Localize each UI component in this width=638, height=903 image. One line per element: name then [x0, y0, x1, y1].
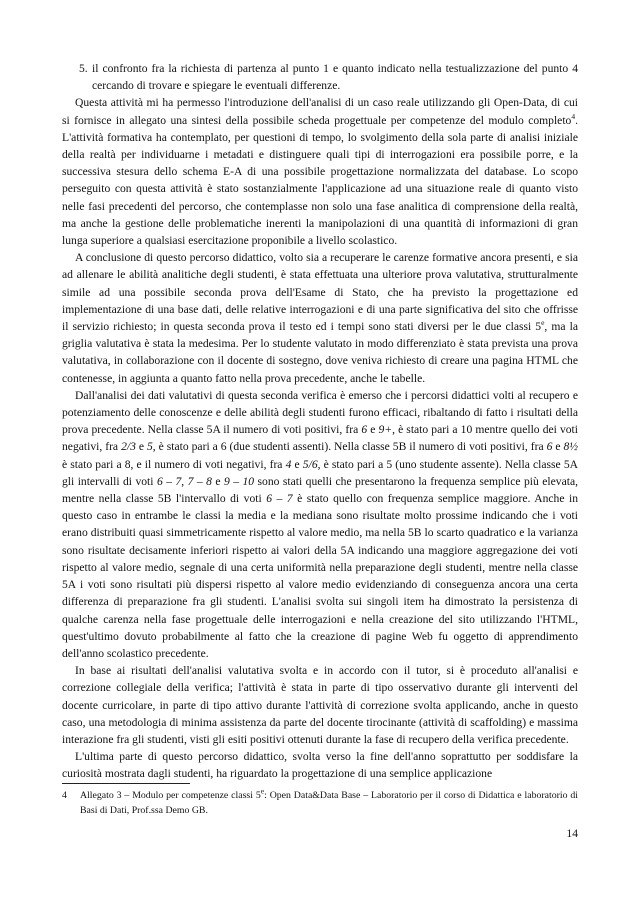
- paragraph-analysis: [62, 387, 578, 662]
- footnote-text: [62, 788, 578, 818]
- footnote-divider: [62, 783, 190, 784]
- list-item-number: 5.: [79, 62, 88, 75]
- footnote-reference: 4: [571, 111, 576, 121]
- grade-interval: 6 – 7: [156, 474, 182, 488]
- paragraph-text: e: [211, 474, 224, 488]
- paragraph-text: è stato quello con frequenza semplice maggiore. Anche in questo caso in entrambe le classi la media e la mediana sono risultate molto prossime indicando che i voti erano distribuiti quasi simmetricamente rispetto al valore medio, ma nella 5B lo scarto quadratico e la varianza sono risultate decisamente inferiori rispetto ai valori della 5A indicando una maggiore aggregazione dei voti rispetto al valore medio, segnale di una certa uniformità nella preparazione degli studenti, mentre nella classe 5A i voti sono risultati più dispersi rispetto al valore medio evidenziando di conseguenza ancora una certa differenza di preparazione fra gli studenti. L'analisi svolta sui singoli item ha dimostrato la persistenza di qualche carenza nella fase progettuale delle interrogazioni e nella creazione del sito utilizzando l'HTML, quest'ultimo dovuto probabilmente al fatto che la creazione di pagine Web fu oggetto di apprendimento dell'anno scolastico precedente.: [62, 492, 579, 660]
- grade-value: 6: [361, 423, 368, 437]
- footnote-number: 4: [62, 790, 67, 801]
- grade-interval: 7 – 8: [187, 474, 212, 488]
- paragraph-text: e: [367, 423, 379, 437]
- footnote-text-part: Allegato 3 – Modulo per competenze classi 5: [80, 790, 261, 801]
- paragraph-open-data: [62, 94, 578, 249]
- grade-value: 5: [146, 440, 153, 454]
- paragraph-text: sono stati quelli che presentarono la frequenza semplice più elevata, mentre nella classe 5B l'intervallo di voti: [62, 474, 579, 506]
- grade-interval: 6 – 7: [266, 492, 293, 506]
- paragraph-last-part: L'ultima parte di questo percorso didattico, svolta verso la fine dell'anno soprattutto per soddisfare la curiosità mostrata dagli studenti, ha riguardato la progettazione di una semplice applicazione: [62, 750, 578, 781]
- grade-value: 5/6: [302, 457, 318, 471]
- paragraph-text: , è stato pari a 6 (due studenti assenti). Nella classe 5B il numero di voti positivi, fra: [152, 440, 547, 454]
- paragraph-text: ,: [181, 474, 188, 488]
- paragraph-text: Dall'analisi dei dati valutativi di questa seconda verifica è emerso che i percorsi didattici volti al recupero e potenziamento delle conoscenze e delle abilità degli studenti furono efficaci, ribaltando di fatto i risultati della prova precedente. Nella classe 5A il numero di voti positivi, fra: [62, 388, 578, 437]
- footnote-text-part: : Open Data&Data Base – Laboratorio per il corso di Didattica e laboratorio di Basi di Dati, Prof.ssa Demo GB.: [80, 790, 578, 816]
- list-item-text: il confronto fra la richiesta di partenza al punto 1 e quanto indicato nella testualizzazione del punto 4 cercando di trovare e spiegare le eventuali differenze.: [92, 62, 578, 93]
- paragraph-text: , è stato pari a 10 mentre quello dei voti negativi, fra: [62, 423, 578, 454]
- paragraph-conclusion: [62, 249, 578, 387]
- paragraph-text: e: [135, 440, 147, 454]
- paragraph-text: . L'attività formativa ha contemplato, per questioni di tempo, lo svolgimento della sola parte di analisi iniziale della realtà per individuarne i metadati e distinguere quali tipi di interrogazioni era possibile porre, e la successiva stesura dello schema E-A di una possibile progettazione normalizzata del database. Lo scopo perseguito con questa attività è stato sostanzialmente l'applicazione ad una situazione reale di quanto visto nelle fasi precedenti del percorso, che contemplasse non solo una fase analitica di comprensione della realtà, ma anche la gestione delle problematiche inerenti la manipolazioni di una quantità di informazioni di gran lunga superiore a qualsiasi esercitazione proponibile a livello scolastico.: [62, 113, 578, 248]
- paragraph-text: Questa attività mi ha permesso l'introduzione dell'analisi di un caso reale utilizzando gli Open-Data, di cui si fornisce in allegato una sintesi della possibile scheda progettuale per competenze del modulo completo: [62, 96, 578, 127]
- superscript: e: [260, 786, 265, 796]
- paragraph-text: e: [552, 440, 564, 454]
- body-text: [62, 60, 578, 783]
- grade-value: 9+: [378, 423, 393, 437]
- grade-value: 4: [285, 457, 292, 471]
- paragraph-text: è stato pari a 8, e il numero di voti negativi, fra: [62, 457, 286, 471]
- list-item: [62, 60, 578, 94]
- paragraph-text: , è stato pari a 5 (uno studente assente). Nella classe 5A gli intervalli di voti: [62, 457, 578, 488]
- paragraph-text: e: [291, 457, 303, 471]
- grade-interval: 9 – 10: [223, 474, 255, 488]
- page-number: 14: [566, 827, 578, 840]
- paragraph-text: , ma la griglia valutativa è stata la medesima. Per lo studente valutato in modo differenziato è stata prevista una prova valutativa, in collaborazione con il docente di sostegno, dove veniva richiesto di creare una pagina HTML che contenesse, in aggiunta a quanto fatto nella prova precedente, anche le tabelle.: [62, 320, 578, 385]
- grade-value: 2/3: [121, 440, 136, 454]
- paragraph-text: A conclusione di questo percorso didattico, volto sia a recuperare le carenze formative ancora presenti, e sia ad allenare le abilità analitiche degli studenti, è stata effettuata una ulteriore prova valutativa, strutturalmente simile ad una possibile seconda prova dell'Esame di Stato, che ha previsto la progettazione ed implementazione di una base dati, delle relative interrogazioni e di una parte significativa del sito che offrisse il servizio richiesto; in questa seconda prova il testo ed i tempi sono stati diversi per le due classi 5: [62, 251, 578, 334]
- grade-value: 6: [546, 440, 553, 454]
- grade-value: 8½: [563, 440, 578, 454]
- superscript: e: [541, 318, 545, 328]
- paragraph-correction: In base ai risultati dell'analisi valutativa svolta e in accordo con il tutor, si è proceduto all'analisi e correzione collegiale della verifica; l'attività è stata in parte di tipo osservativo durante gli interventi del docente curricolare, in parte di tipo attivo durante l'attività di correzione svolta applicando, anche in questo caso, una metodologia di minima assistenza da parte del docente tirocinante (attività di scaffolding) e massima interazione fra gli studenti, visti gli esiti positivi ottenuti durante la fase di recupero della verifica precedente.: [62, 664, 578, 746]
- footnote: [62, 788, 578, 818]
